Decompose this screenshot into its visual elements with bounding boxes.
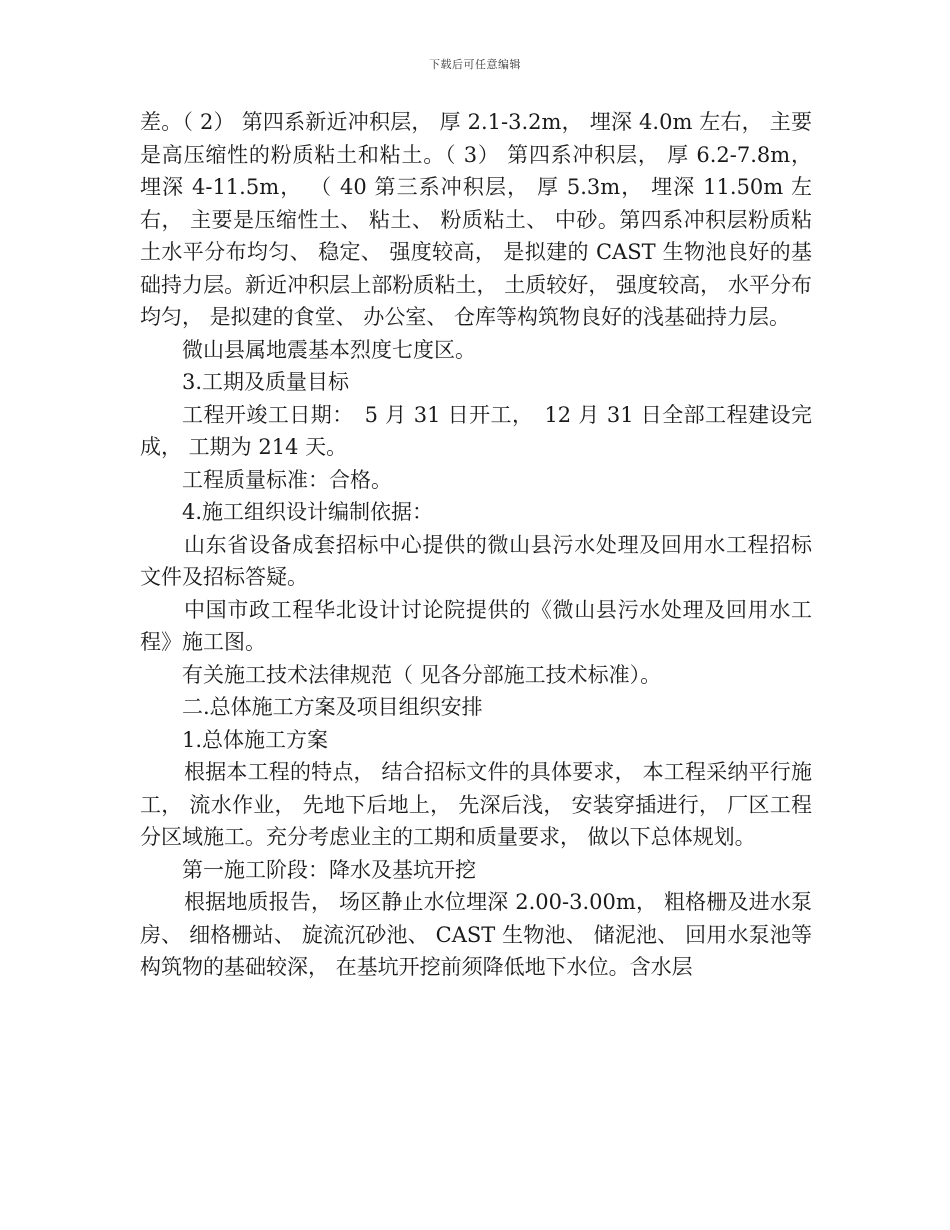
paragraph-seismic: 微山县属地震基本烈度七度区。	[182, 337, 476, 362]
heading-phase-one: 第一施工阶段：降水及基坑开挖	[182, 857, 476, 882]
heading-overall-plan: 1.总体施工方案	[182, 727, 329, 752]
paragraph-basis-tender: 山东省设备成套招标中心提供的微山县污水处理及回用水工程招标文件及招标答疑。	[140, 532, 812, 589]
paragraph-basis-drawings: 中国市政工程华北设计讨论院提供的《微山县污水处理及回用水工程》施工图。	[140, 597, 812, 654]
paragraph-schedule: 工程开竣工日期： 5 月 31 日开工， 12 月 31 日全部工程建设完成， 工期为 214 天。	[140, 402, 812, 459]
heading-basis: 4.施工组织设计编制依据：	[182, 500, 434, 524]
page-header-note: 下载后可任意编辑	[429, 58, 521, 71]
paragraph-basis-standards: 有关施工技术法律规范（ 见各分部施工技术标准）。	[182, 662, 662, 687]
paragraph-geology: 差。（ 2） 第四系新近冲积层， 厚 2.1-3.2m， 埋深 4.0m 左右， 主要是高压缩性的粉质粘土和粘土。（ 3） 第四系冲积层， 厚 6.2-7.8m， 埋深 4-11.5m， （ 40 第三系冲积层， 厚 5.3m， 埋深 11.50m 左右， 主要是压缩性土、 粘土、 粉质粘土、 中砂。第四系冲积层粉质粘土水平分布均匀、 稳定、 强度较高， 是拟建的 CAST 生物池良好的基础持力层。新近冲积层上部粉质粘土， 土质较好， 强度较高， 水平分布均匀， 是拟建的食堂、 办公室、 仓库等构筑物良好的浅基础持力层。	[140, 110, 812, 329]
paragraph-dewatering: 根据地质报告， 场区静止水位埋深 2.00-3.00m， 粗格栅及进水泵房、 细格栅站、 旋流沉砂池、 CAST 生物池、 储泥池、 回用水泵池等构筑物的基础较深， 在基坑开挖前须降低地下水位。含水层	[140, 890, 812, 979]
paragraph-quality-standard: 工程质量标准：合格。	[182, 467, 392, 492]
heading-schedule-quality: 3.工期及质量目标	[182, 370, 350, 394]
document-body	[140, 106, 812, 984]
heading-section-two: 二.总体施工方案及项目组织安排	[182, 695, 483, 719]
paragraph-overall-plan: 根据本工程的特点， 结合招标文件的具体要求， 本工程采纳平行施工， 流水作业， 先地下后地上， 先深后浅， 安装穿插进行， 厂区工程分区域施工。充分考虑业主的工期和质量要求， 做以下总体规划。	[140, 760, 812, 849]
